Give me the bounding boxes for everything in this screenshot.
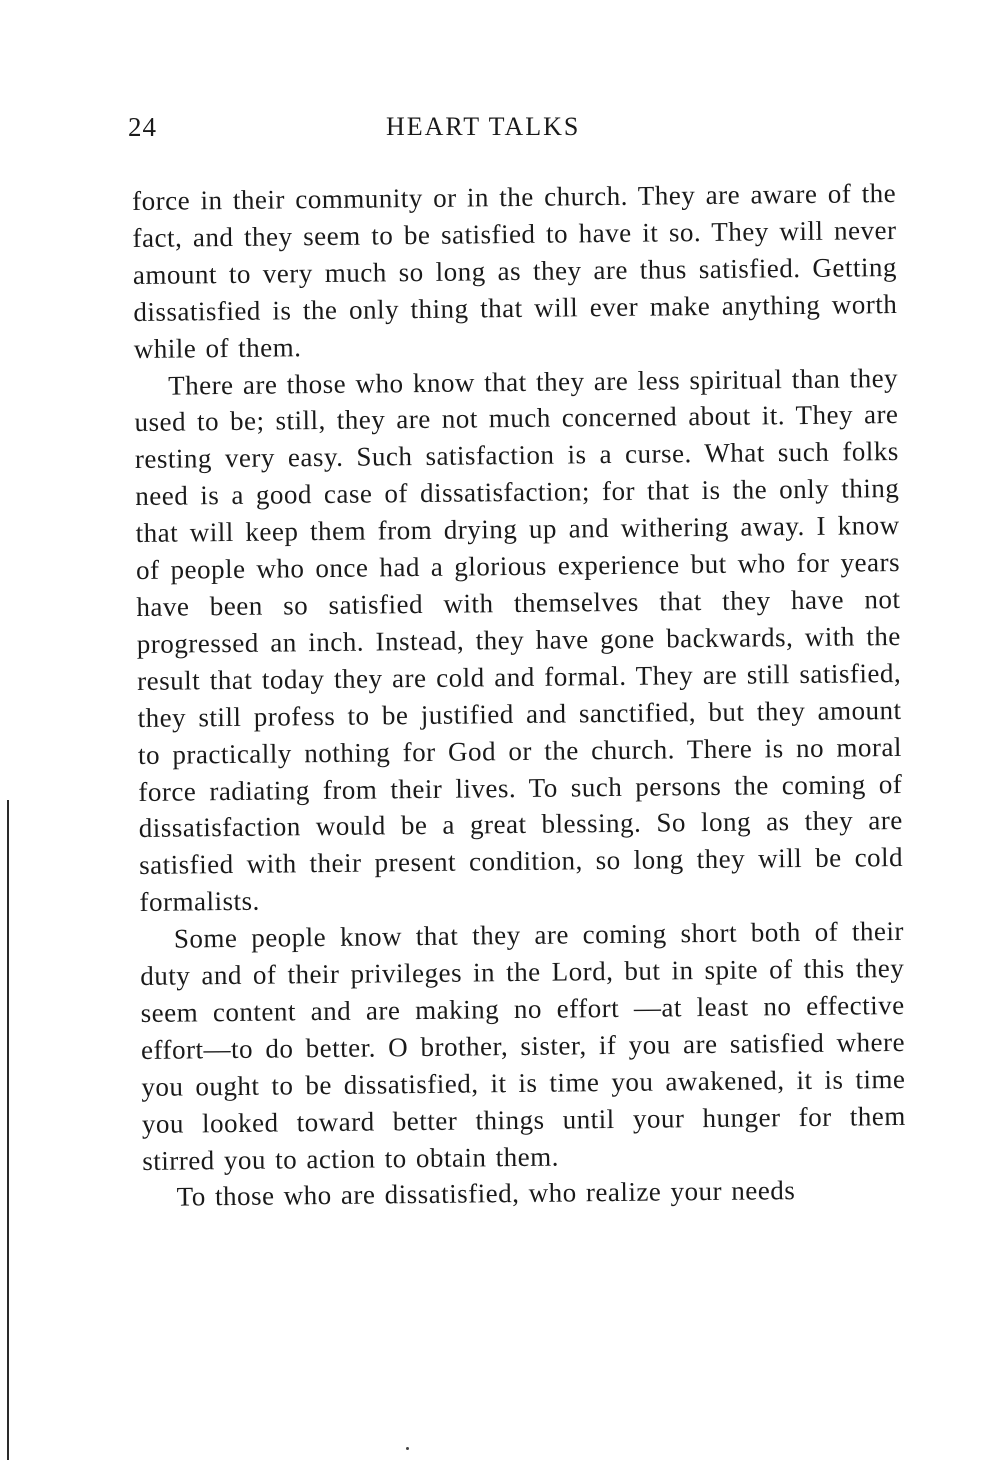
paragraph-dissatisfied: To those who are dissatisfied, who realize your needs xyxy=(176,1175,796,1213)
paragraph-continued: force in their community or in the church. They are aware of the fact, and they seem to be satisfied to have it so. They will never amount to very much so long as they are thus satisfied. Getting dissatisfied is the only thing that will ever make anything worth while of them. xyxy=(132,177,898,364)
paragraph-spirituality: There are those who know that they are less spiritual than they used to be; still, they are not much concerned about it. They are resting very easy. Such satisfaction is a curse. What such folks need is a good case of dissatisfaction; for that is the only thing that will keep them from drying up and withering away. I know of people who once had a glorious experience but who for years have been so satisfied with themselves that they have not progressed an inch. Instead, they have gone backwards, with the result that today they are cold and formal. They are still satisfied, they still profess to be justified and sanctified, but they amount to practically nothing for God or the church. There is no moral force radiating from their lives. To such persons the coming of dissatisfaction would be a great blessing. So long as they are satisfied with their present condition, so long they will be cold formalists. xyxy=(134,362,904,918)
paragraph-duty: Some people know that they are coming short both of their duty and of their privileges in the Lord, but in spite of this they seem content and are making no effort —at least no effective effort—to do better. O brother, sister, if you are satisfied where you ought to be dissatisfied, it is time you awakened, it is time you looked toward better things until your hunger for them stirred you to action to obtain them. xyxy=(140,916,906,1176)
running-title: HEART TALKS xyxy=(386,112,581,141)
scan-speck xyxy=(406,1447,409,1450)
page-header xyxy=(128,112,888,146)
page-number: 24 xyxy=(128,112,157,142)
body-text xyxy=(132,175,907,1216)
scan-edge-line xyxy=(7,800,9,1460)
